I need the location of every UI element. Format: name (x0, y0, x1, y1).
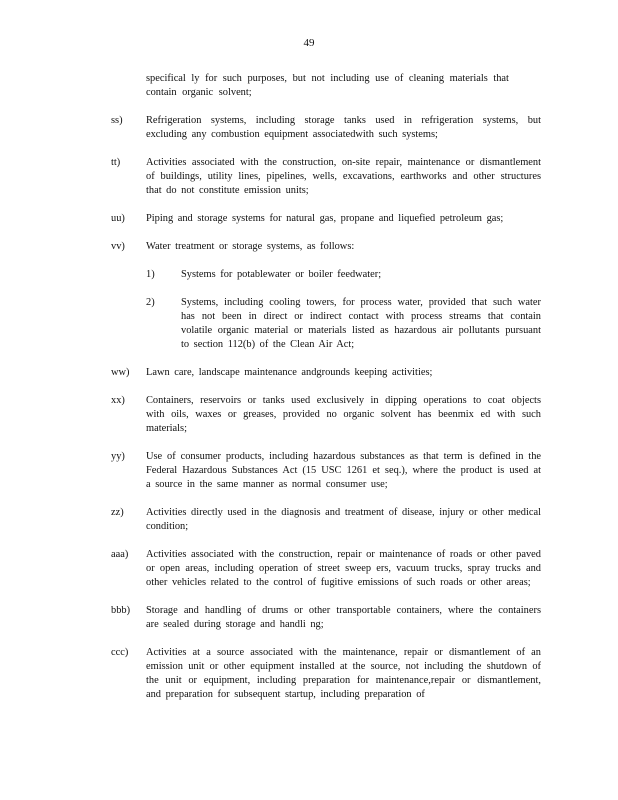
item-label: vv) (111, 241, 125, 252)
sub-item-text: Systems for potablewater or boiler feedwater; (181, 269, 382, 280)
item-text: Lawn care, landscape maintenance andgrounds keeping activities; (146, 367, 433, 378)
sub-item-text: Systems, including cooling towers, for process water, provided that such water has not been in direct or indirect contact with process streams that contain volatile organic material or materials listed as hazardous air pollutants pursuant to section 112(b) of the Clean Air Act; (181, 297, 541, 350)
list-item-vv-group (111, 240, 541, 352)
list-item-bbb (111, 604, 541, 632)
list-item-yy (111, 450, 541, 492)
item-label: xx) (111, 395, 125, 406)
item-text: Water treatment or storage systems, as follows: (146, 241, 355, 252)
document-body (111, 72, 541, 702)
item-label: ccc) (111, 647, 129, 658)
item-text: Activities at a source associated with the maintenance, repair or dismantlement of an emission unit or other equipment installed at the source, not including the shutdown of the unit or equipment, including preparation for maintenance,repair or dismantlement, and preparation for subsequent startup, including preparation of (146, 647, 541, 700)
list-item-zz (111, 506, 541, 534)
list-item-aaa (111, 548, 541, 590)
item-label: ww) (111, 367, 130, 378)
list-item-ccc (111, 646, 541, 702)
list-item-ww (111, 366, 541, 380)
item-label: zz) (111, 507, 124, 518)
item-label: yy) (111, 451, 125, 462)
item-label: bbb) (111, 605, 131, 616)
sub-item-1 (146, 268, 541, 282)
item-text: Containers, reservoirs or tanks used exclusively in dipping operations to coat objects with oils, waxes or greases, provided no organic solvent has beenmix ed with such materials; (146, 395, 541, 434)
item-label: uu) (111, 213, 125, 224)
item-text: Use of consumer products, including hazardous substances as that term is defined in the Federal Hazardous Substances Act (15 USC 1261 et seq.), where the product is used at a source in the same manner as normal consumer use; (146, 451, 541, 490)
item-label: tt) (111, 157, 121, 168)
sub-item-label: 1) (146, 269, 155, 280)
sub-item-label: 2) (146, 297, 155, 308)
item-text: Piping and storage systems for natural gas, propane and liquefied petroleum gas; (146, 213, 504, 224)
item-label: aaa) (111, 549, 129, 560)
sub-item-2 (146, 296, 541, 352)
item-text: Activities associated with the construction, on-site repair, maintenance or dismantlement of buildings, utility lines, pipelines, wells, excavations, earthworks and other structures that do not constitute emission units; (146, 157, 541, 196)
item-text: Storage and handling of drums or other transportable containers, where the containers are sealed during storage and handli ng; (146, 605, 541, 630)
item-text: Activities associated with the construction, repair or maintenance of roads or other paved or open areas, including operation of street sweep ers, vacuum trucks, spray trucks and other vehicles related to the control of fugitive emissions of such roads or other areas; (146, 549, 541, 588)
list-item-ss (111, 114, 541, 142)
sub-list (146, 268, 541, 352)
list-item-tt (111, 156, 541, 198)
list-item-vv (111, 240, 541, 254)
continuation-text: specifical ly for such purposes, but not including use of cleaning materials that contain organic solvent; (146, 73, 509, 98)
page-number: 49 (303, 37, 315, 49)
item-text: Refrigeration systems, including storage tanks used in refrigeration systems, but excluding any combustion equipment associatedwith such systems; (146, 115, 541, 140)
item-label: ss) (111, 115, 123, 126)
list-item-uu (111, 212, 541, 226)
list-item-xx (111, 394, 541, 436)
item-text: Activities directly used in the diagnosis and treatment of disease, injury or other medical condition; (146, 507, 541, 532)
